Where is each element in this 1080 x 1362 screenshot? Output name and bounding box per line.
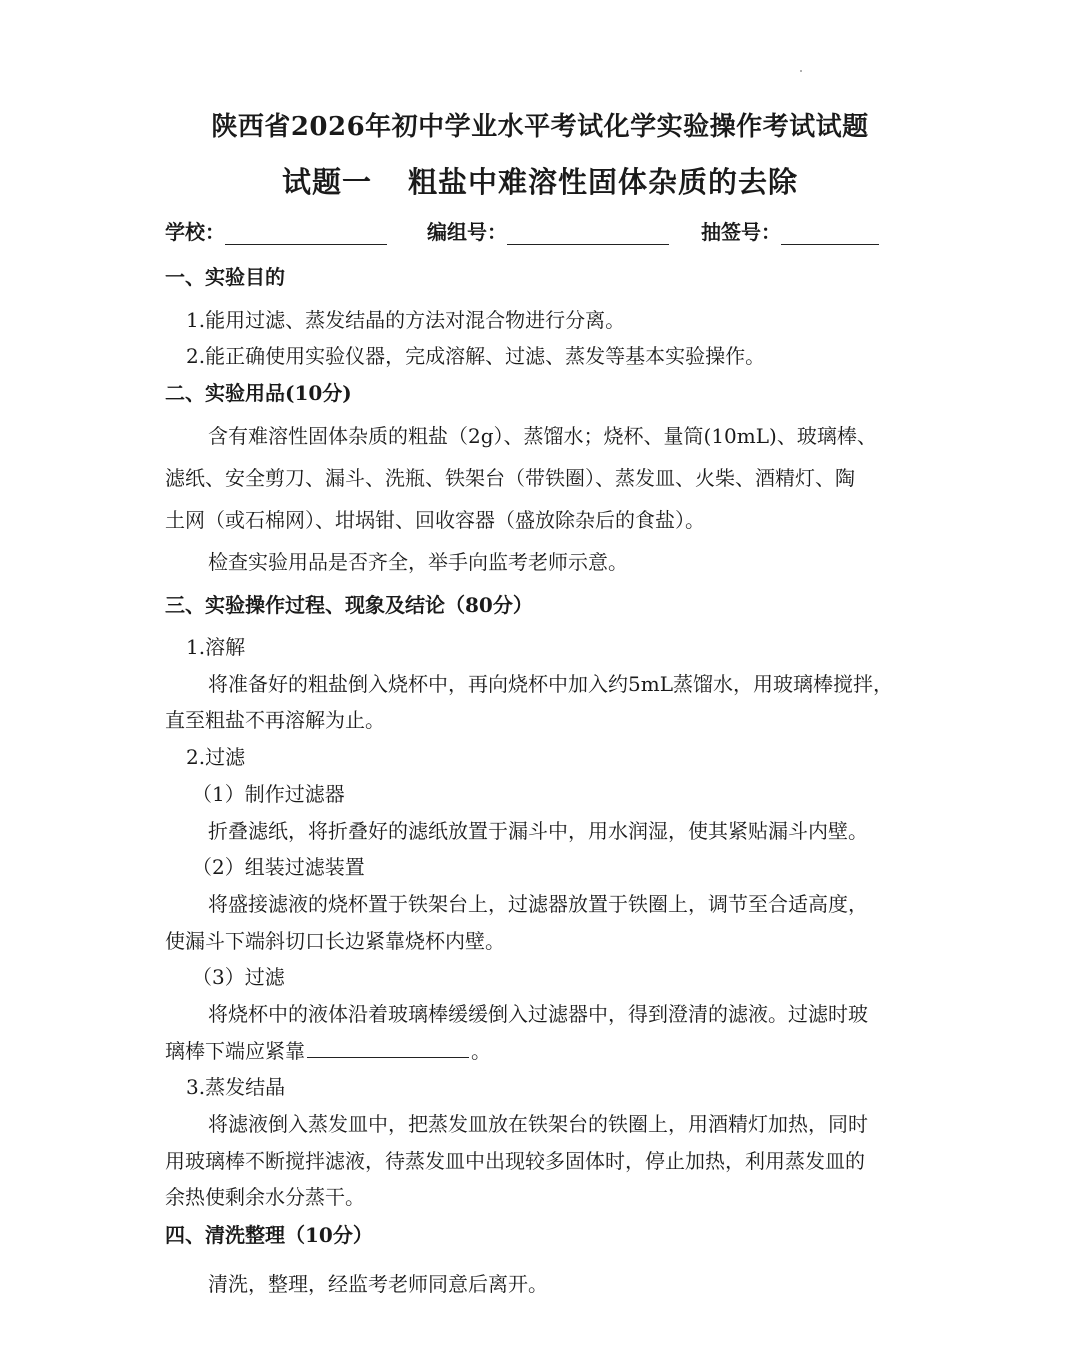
substep-filtering-title: （3）过滤 [192, 965, 285, 989]
school-label: 学校： [165, 220, 225, 244]
substep-assemble-line-2: 使漏斗下端斜切口长边紧靠烧杯内壁。 [165, 929, 505, 953]
step-dissolve-line-2: 直至粗盐不再溶解为止。 [165, 708, 385, 732]
page-title: 陕西省2026年初中学业水平考试化学实验操作考试试题 [211, 112, 869, 142]
fill-in-prefix: 璃棒下端应紧靠 [165, 1039, 305, 1063]
answer-blank[interactable] [307, 1037, 469, 1058]
materials-line-2: 滤纸、安全剪刀、漏斗、洗瓶、铁架台（带铁圈）、蒸发皿、火柴、酒精灯、陶 [165, 466, 855, 490]
substep-make-filter-title: （1）制作过滤器 [192, 782, 345, 806]
school-blank[interactable] [225, 222, 387, 245]
lot-blank[interactable] [781, 222, 879, 245]
step-filter-title: 2.过滤 [186, 745, 246, 769]
group-field [427, 216, 669, 245]
scan-speck [800, 70, 802, 72]
objective-item-2: 2.能正确使用实验仪器，完成溶解、过滤、蒸发等基本实验操作。 [186, 344, 766, 368]
section-materials-heading: 二、实验用品(10分) [165, 381, 352, 405]
section-objectives-heading: 一、实验目的 [165, 265, 285, 289]
materials-line-1: 含有难溶性固体杂质的粗盐（2g）、蒸馏水；烧杯、量筒(10mL)、玻璃棒、 [208, 424, 877, 448]
step-evaporate-line-3: 余热使剩余水分蒸干。 [165, 1185, 365, 1209]
lot-label: 抽签号： [701, 220, 781, 244]
question-name: 粗盐中难溶性固体杂质的去除 [408, 165, 799, 199]
section-cleanup-heading: 四、清洗整理（10分） [165, 1223, 373, 1247]
materials-check: 检查实验用品是否齐全，举手向监考老师示意。 [208, 550, 628, 574]
substep-assemble-line-1: 将盛接滤液的烧杯置于铁架台上，过滤器放置于铁圈上，调节至合适高度， [208, 892, 868, 916]
school-field [165, 216, 387, 245]
group-label: 编组号： [427, 220, 507, 244]
objective-item-1: 1.能用过滤、蒸发结晶的方法对混合物进行分离。 [186, 308, 626, 332]
candidate-info-row [165, 216, 905, 250]
step-evaporate-title: 3.蒸发结晶 [186, 1075, 286, 1099]
section-procedure-heading: 三、实验操作过程、现象及结论（80分） [165, 593, 533, 617]
materials-line-3: 土网（或石棉网）、坩埚钳、回收容器（盛放除杂后的食盐）。 [165, 508, 705, 532]
step-evaporate-line-2: 用玻璃棒不断搅拌滤液，待蒸发皿中出现较多固体时，停止加热，利用蒸发皿的 [165, 1149, 865, 1173]
fill-in-suffix: 。 [471, 1039, 491, 1063]
step-dissolve-line-1: 将准备好的粗盐倒入烧杯中，再向烧杯中加入约5mL蒸馏水，用玻璃棒搅拌， [208, 672, 893, 696]
substep-assemble-title: （2）组装过滤装置 [192, 855, 365, 879]
substep-filtering-line-2 [165, 1036, 491, 1066]
question-title [0, 160, 1080, 201]
step-dissolve-title: 1.溶解 [186, 635, 246, 659]
question-number: 试题一 [281, 165, 372, 199]
group-blank[interactable] [507, 222, 669, 245]
substep-filtering-line-1: 将烧杯中的液体沿着玻璃棒缓缓倒入过滤器中，得到澄清的滤液。过滤时玻 [208, 1002, 868, 1026]
step-evaporate-line-1: 将滤液倒入蒸发皿中，把蒸发皿放在铁架台的铁圈上，用酒精灯加热，同时 [208, 1112, 868, 1136]
lot-field [701, 216, 879, 245]
cleanup-text: 清洗，整理，经监考老师同意后离开。 [208, 1272, 548, 1296]
substep-make-filter-text: 折叠滤纸，将折叠好的滤纸放置于漏斗中，用水润湿，使其紧贴漏斗内壁。 [208, 819, 868, 843]
